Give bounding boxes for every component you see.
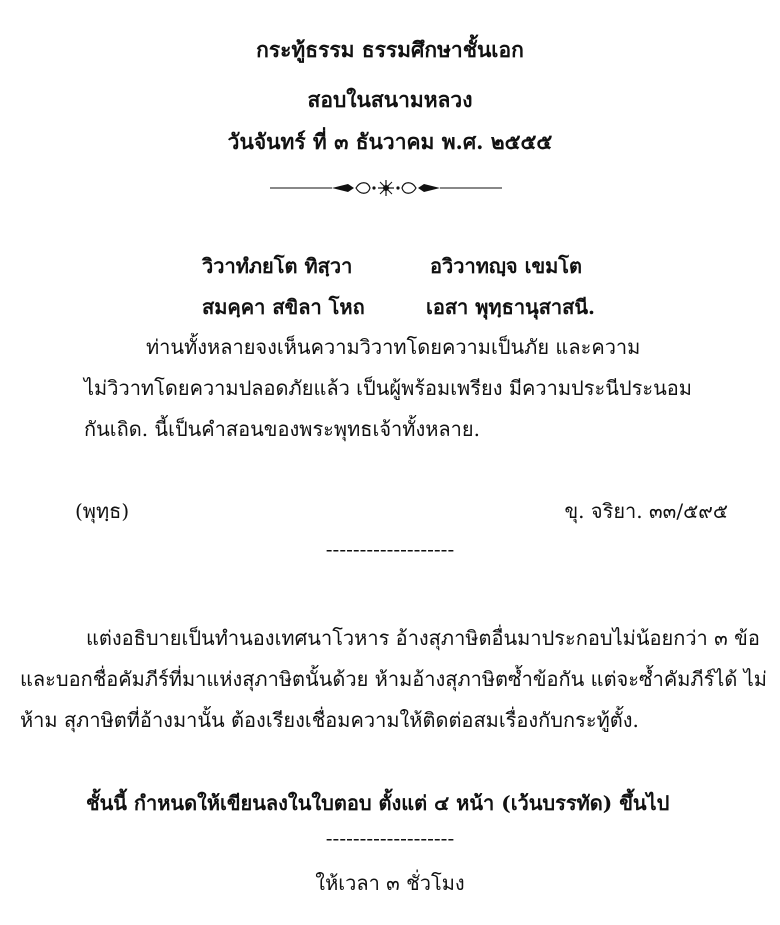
pali-verse-1-left: วิวาทํภยโต ทิสฺวา <box>202 254 353 278</box>
pali-verse-2-left: สมคฺคา สขิลา โหถ <box>202 295 365 319</box>
time-limit: ให้เวลา ๓ ชั่วโมง <box>315 871 465 895</box>
attribution-source: (พุทฺธ) <box>75 499 130 523</box>
separator-1: ------------------- <box>325 537 455 561</box>
pali-verse-2-right: เอสา พุทฺธานุสาสนี. <box>426 295 596 319</box>
translation-line-1: ท่านทั้งหลายจงเห็นความวิวาทโดยความเป็นภัย และความ <box>146 335 641 359</box>
exam-date: วันจันทร์ ที่ ๓ ธันวาคม พ.ศ. ๒๕๕๕ <box>227 129 553 154</box>
translation-line-3: กันเถิด. นี้เป็นคำสอนของพระพุทธเจ้าทั้งหลาย. <box>84 417 480 441</box>
attribution-reference: ขุ. จริยา. ๓๓/๕๙๕ <box>564 499 728 523</box>
instruction-line-1: แต่งอธิบายเป็นทำนองเทศนาโวหาร อ้างสุภาษิตอื่นมาประกอบไม่น้อยกว่า ๓ ข้อ <box>86 626 760 650</box>
instruction-line-3: ห้าม สุภาษิตที่อ้างมานั้น ต้องเรียงเชื่อมความให้ติดต่อสมเรื่องกับกระทู้ตั้ง. <box>20 708 639 732</box>
translation-line-2: ไม่วิวาทโดยความปลอดภัยแล้ว เป็นผู้พร้อมเพรียง มีความประนีประนอม <box>84 376 692 400</box>
separator-2: ------------------- <box>325 826 455 850</box>
instruction-line-2: และบอกชื่อคัมภีร์ที่มาแห่งสุภาษิตนั้นด้วย ห้ามอ้างสุภาษิตซ้ำข้อกัน แต่จะซ้ำคัมภีร์ได้ ไม่ <box>20 667 767 691</box>
answer-length-rule: ชั้นนี้ กำหนดให้เขียนลงในใบตอบ ตั้งแต่ ๔ หน้า (เว้นบรรทัด) ขึ้นไป <box>86 791 670 815</box>
exam-venue: สอบในสนามหลวง <box>307 87 473 112</box>
ornament-divider-icon <box>270 178 502 198</box>
exam-title: กระทู้ธรรม ธรรมศึกษาชั้นเอก <box>256 37 524 62</box>
pali-verse-1-right: อวิวาทญฺจ เขมโต <box>430 254 583 278</box>
